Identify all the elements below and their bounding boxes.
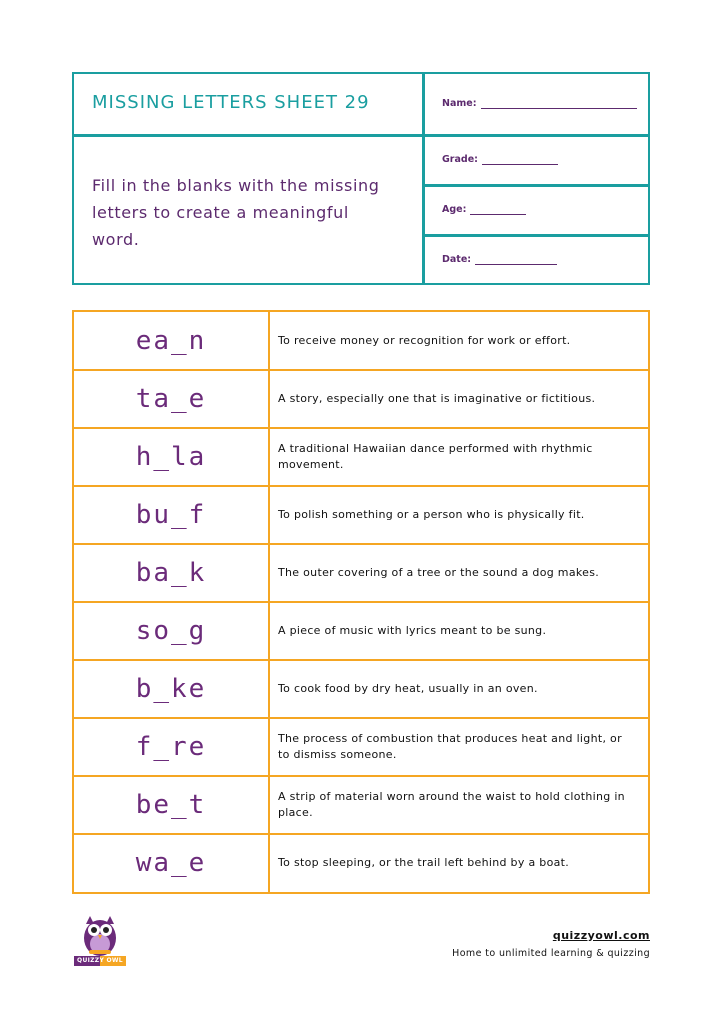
missing-word[interactable]: h_la (135, 442, 207, 472)
age-label: Age: (442, 204, 467, 215)
word-clue: A piece of music with lyrics meant to be sung. (278, 624, 547, 637)
field-divider (422, 134, 648, 137)
word-clue: The outer covering of a tree or the sound a dog makes. (278, 566, 600, 579)
table-row (74, 660, 648, 718)
table-row (74, 544, 648, 602)
word-clue: To receive money or recognition for work or effort. (278, 334, 571, 347)
missing-word[interactable]: wa_e (135, 848, 207, 878)
exercise-table (72, 310, 650, 894)
word-clue: To polish something or a person who is physically fit. (278, 508, 585, 521)
age-blank[interactable] (470, 205, 526, 215)
word-clue: A strip of material worn around the waist to hold clothing in place. (278, 790, 625, 819)
table-row (74, 718, 648, 776)
table-row (74, 602, 648, 660)
word-clue: To cook food by dry heat, usually in an oven. (278, 682, 538, 695)
logo-text: QUIZZY OWL (77, 957, 123, 964)
date-blank[interactable] (475, 255, 557, 265)
field-divider (422, 184, 648, 187)
grade-field[interactable] (442, 154, 558, 165)
site-tagline: Home to unlimited learning & quizzing (452, 948, 650, 959)
grade-blank[interactable] (482, 155, 558, 165)
name-blank[interactable] (481, 99, 637, 109)
table-row (74, 312, 648, 370)
missing-word[interactable]: ta_e (135, 384, 207, 414)
table-row (74, 428, 648, 486)
instructions: Fill in the blanks with the missing letters to create a meaningful word. (92, 176, 380, 249)
missing-word[interactable]: ea_n (135, 326, 207, 356)
header-divider (422, 74, 425, 283)
word-clue: A traditional Hawaiian dance performed with rhythmic movement. (278, 442, 593, 471)
name-label: Name: (442, 98, 477, 109)
word-clue: A story, especially one that is imaginative or fictitious. (278, 392, 596, 405)
name-field[interactable] (442, 98, 637, 109)
page-title: MISSING LETTERS SHEET 29 (92, 92, 370, 113)
missing-word[interactable]: so_g (135, 616, 207, 646)
word-clue: To stop sleeping, or the trail left behind by a boat. (278, 856, 570, 869)
missing-word[interactable]: be_t (135, 790, 207, 820)
site-link[interactable]: quizzyowl.com (552, 929, 650, 942)
table-row (74, 486, 648, 544)
table-row (74, 776, 648, 834)
header-title-divider (74, 134, 422, 137)
table-row (74, 370, 648, 428)
missing-word[interactable]: b_ke (135, 674, 207, 704)
table-row (74, 834, 648, 892)
missing-word[interactable]: f_re (135, 732, 207, 762)
date-field[interactable] (442, 254, 557, 265)
word-clue: The process of combustion that produces heat and light, or to dismiss someone. (278, 732, 622, 761)
missing-word[interactable]: ba_k (135, 558, 207, 588)
missing-word[interactable]: bu_f (135, 500, 207, 530)
field-divider (422, 234, 648, 237)
grade-label: Grade: (442, 154, 478, 165)
date-label: Date: (442, 254, 472, 265)
worksheet-header (72, 72, 650, 285)
age-field[interactable] (442, 204, 526, 215)
